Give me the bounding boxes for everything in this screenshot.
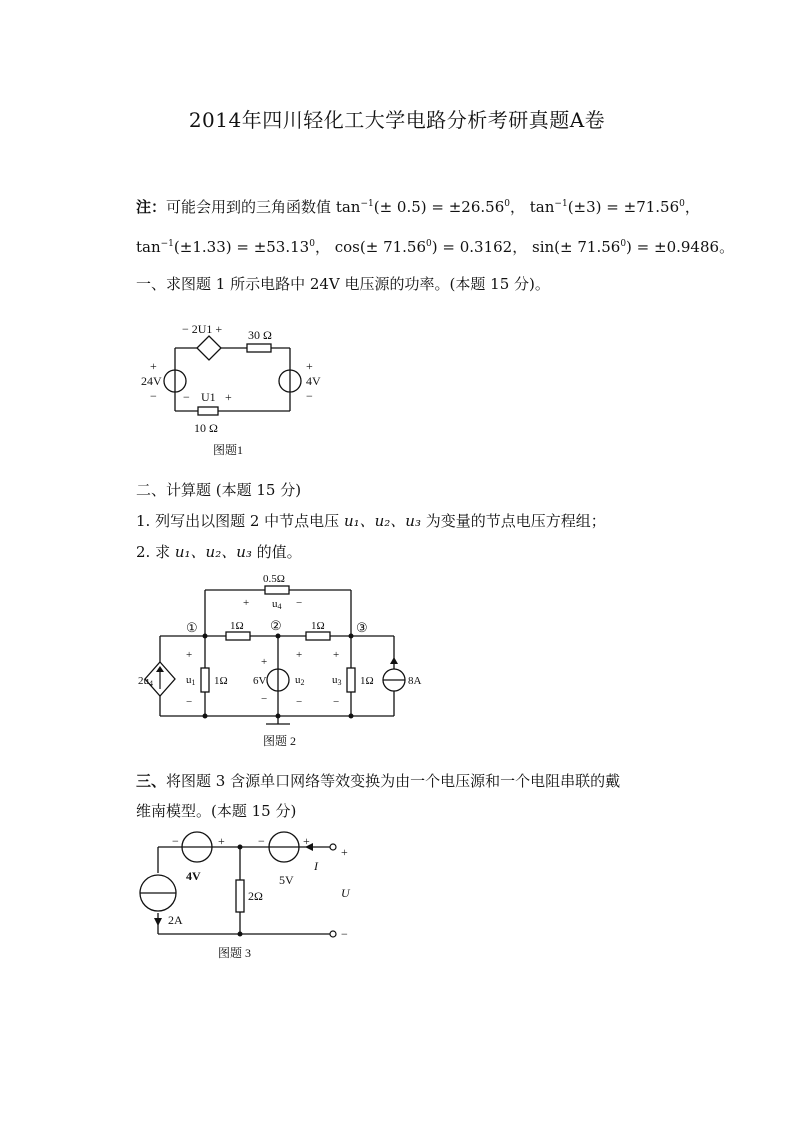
label-4v-plus: + xyxy=(306,359,313,373)
current-source-2a-arrowhead xyxy=(154,918,162,926)
label-2a: 2A xyxy=(168,913,183,927)
label-u4-minus: − xyxy=(296,597,303,609)
label-5v: 5V xyxy=(279,873,294,887)
question-2-item-2: 2. 求 u₁、u₂、u₃ 的值。 xyxy=(136,543,302,561)
figure-1-caption: 图题1 xyxy=(213,443,244,457)
label-r1-top-right: 1Ω xyxy=(311,620,325,632)
label-4v-minus: − xyxy=(172,834,179,848)
label-8a: 8A xyxy=(408,675,422,687)
label-r05: 0.5Ω xyxy=(263,573,285,585)
label-r10: 10 Ω xyxy=(194,421,218,435)
junction-dot xyxy=(238,845,243,850)
label-r1-node1: 1Ω xyxy=(214,675,228,687)
terminal-top xyxy=(330,844,336,850)
label-u-minus: − xyxy=(341,927,348,941)
label-4v-minus: − xyxy=(306,389,313,403)
node-3-label: ③ xyxy=(356,620,368,635)
label-5v-minus: − xyxy=(258,834,265,848)
label-u2-plus: + xyxy=(296,649,303,661)
terminal-bottom xyxy=(330,931,336,937)
label-u1: U1 xyxy=(201,390,216,404)
note-label: 注： xyxy=(136,198,167,216)
separator: ， xyxy=(684,198,700,216)
label-u1-plus: + xyxy=(225,390,232,404)
separator: ， xyxy=(509,198,525,216)
formula-tan-05: $\tan^{-1}(\pm 0.5) = \pm 26.56^0$ xyxy=(335,198,510,216)
label-u1-minus: − xyxy=(183,390,190,404)
formula-cos: $\cos(\pm 71.56^0) = 0.3162$ xyxy=(334,238,513,256)
label-dep-source: 2u4 xyxy=(138,675,153,688)
label-4v-plus: + xyxy=(218,834,225,848)
figure-2-caption: 图题 2 xyxy=(263,734,297,748)
label-r30: 30 Ω xyxy=(248,328,272,342)
label-u1-minus: − xyxy=(186,696,193,708)
label-u3-plus: + xyxy=(333,649,340,661)
label-24v-minus: − xyxy=(150,389,157,403)
label-r1-node3: 1Ω xyxy=(360,675,374,687)
label-24v-plus: + xyxy=(150,359,157,373)
label-u3: u3 xyxy=(332,674,342,687)
label-i: I xyxy=(314,859,318,873)
separator: ， xyxy=(512,238,528,256)
label-5v-plus: + xyxy=(303,834,310,848)
label-dep-source: − 2U1 + xyxy=(182,322,223,336)
label-u3-minus: − xyxy=(333,696,340,708)
formula-tan-3: $\tan^{-1}(\pm 3) = \pm 71.56^0$ xyxy=(529,198,685,216)
label-u1-plus: + xyxy=(186,649,193,661)
separator: ， xyxy=(314,238,330,256)
node-1-label: ① xyxy=(186,620,198,635)
label-6v: 6V xyxy=(253,675,267,687)
label-u4: u4 xyxy=(272,598,282,611)
node-2-label: ② xyxy=(270,618,282,633)
label-24v: 24V xyxy=(141,374,162,388)
question-1-text: 一、求图题 1 所示电路中 24V 电压源的功率。(本题 15 分)。 xyxy=(136,275,550,293)
page-title: 2014年四川轻化工大学电路分析考研真题A卷 xyxy=(188,108,606,132)
formula-sin: $\sin(\pm 71.56^0) = \pm 0.9486$ xyxy=(532,238,720,256)
label-4v: 4V xyxy=(306,374,321,388)
label-u2-minus: − xyxy=(296,696,303,708)
label-u-plus: + xyxy=(341,845,348,859)
period: 。 xyxy=(719,238,735,256)
question-3-line-1: 三、将图题 3 含源单口网络等效变换为由一个电压源和一个电阻串联的戴 xyxy=(136,772,621,790)
label-u: U xyxy=(341,886,350,900)
resistor-2 xyxy=(236,880,244,912)
label-u2: u2 xyxy=(295,674,305,687)
junction-dot xyxy=(238,932,243,937)
note-intro: 可能会用到的三角函数值 xyxy=(166,198,332,216)
question-2-item-1: 1. 列写出以图题 2 中节点电压 u₁、u₂、u₃ 为变量的节点电压方程组； xyxy=(136,512,606,530)
label-6v-minus: − xyxy=(261,693,268,705)
label-u1: u1 xyxy=(186,674,196,687)
question-2-heading: 二、计算题 (本题 15 分) xyxy=(136,481,302,499)
formula-tan-133: $\tan^{-1}(\pm 1.33) = \pm 53.13^0$ xyxy=(136,238,315,256)
label-6v-plus: + xyxy=(261,656,268,668)
question-3-line-2: 维南模型。(本题 15 分) xyxy=(136,802,297,820)
label-r1-top-left: 1Ω xyxy=(230,620,244,632)
figure-3-caption: 图题 3 xyxy=(218,946,252,960)
label-u4-plus: + xyxy=(243,597,250,609)
label-r2: 2Ω xyxy=(248,889,263,903)
label-4v: 4V xyxy=(186,869,201,883)
